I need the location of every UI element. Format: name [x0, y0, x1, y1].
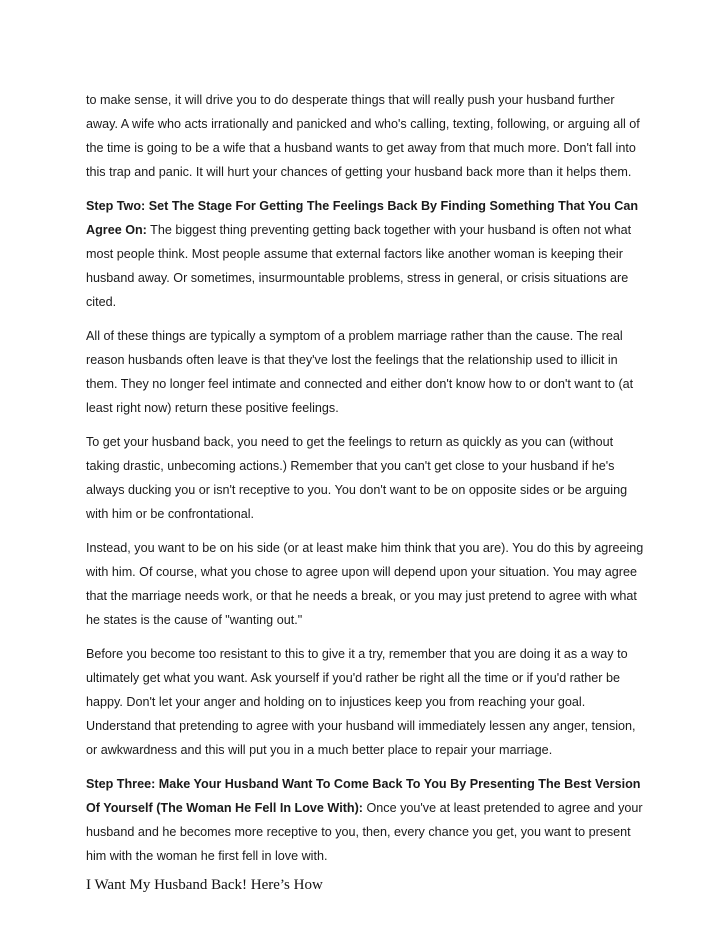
paragraph-3 — [86, 324, 646, 420]
paragraph-step-three — [86, 772, 646, 868]
paragraph-3-text: All of these things are typically a symptom of a problem marriage rather than the cause. The real reason husbands often leave is that they've lost the feelings that the relationship used to illicit in them. They no longer feel intimate and connected and either don't know how to or don't want to (at least right now) return these positive feelings. — [86, 329, 634, 415]
paragraph-5-text: Instead, you want to be on his side (or at least make him think that you are). You do this by agreeing with him. Of course, what you chose to agree upon will depend upon your situation. You may agree that the marriage needs work, or that he needs a break, or you may just pretend to agree with what he states is the cause of "wanting out." — [86, 541, 644, 627]
paragraph-step-three-text: Once you've at least pretended to agree and your husband and he becomes more receptive to you, then, every chance you get, you want to present him with the woman he first fell in love with. — [86, 801, 643, 863]
paragraph-1 — [86, 88, 646, 184]
page-footer: I Want My Husband Back! Here’s How — [86, 877, 323, 893]
paragraph-1-text: to make sense, it will drive you to do desperate things that will really push your husband further away. A wife who acts irrationally and panicked and who's calling, texting, following, or arguing all of the time is going to be a wife that a husband wants to get away from that much more. Don't fall into this trap and panic. It will hurt your chances of getting your husband back more than it helps them. — [86, 93, 640, 179]
paragraph-step-two — [86, 194, 646, 314]
paragraph-6 — [86, 642, 646, 762]
step-two-heading: Step Two: Set The Stage For Getting The Feelings Back By Finding Something That You Can Agree On: — [86, 199, 639, 237]
step-three-heading: Step Three: Make Your Husband Want To Come Back To You By Presenting The Best Version Of Yourself (The Woman He Fell In Love With): — [86, 777, 641, 815]
paragraph-5 — [86, 536, 646, 632]
paragraph-step-two-text: The biggest thing preventing getting back together with your husband is often not what most people think. Most people assume that external factors like another woman is keeping their husband away. Or sometimes, insurmountable problems, stress in general, or crisis situations are cited. — [86, 223, 632, 309]
paragraph-4-text: To get your husband back, you need to get the feelings to return as quickly as you can (without taking drastic, unbecoming actions.) Remember that you can't get close to your husband if he's always ducking you or isn't receptive to you. You don't want to be on opposite sides or be arguing with him or be confrontational. — [86, 435, 628, 521]
paragraph-6-text: Before you become too resistant to this to give it a try, remember that you are doing it as a way to ultimately get what you want. Ask yourself if you'd rather be right all the time or if you'd rather be happy. Don't let your anger and holding on to injustices keep you from reaching your goal. Understand that pretending to agree with your husband will immediately lessen any anger, tension, or awkwardness and this will put you in a much better place to repair your marriage. — [86, 647, 636, 757]
paragraph-4 — [86, 430, 646, 526]
body-text — [86, 88, 646, 878]
